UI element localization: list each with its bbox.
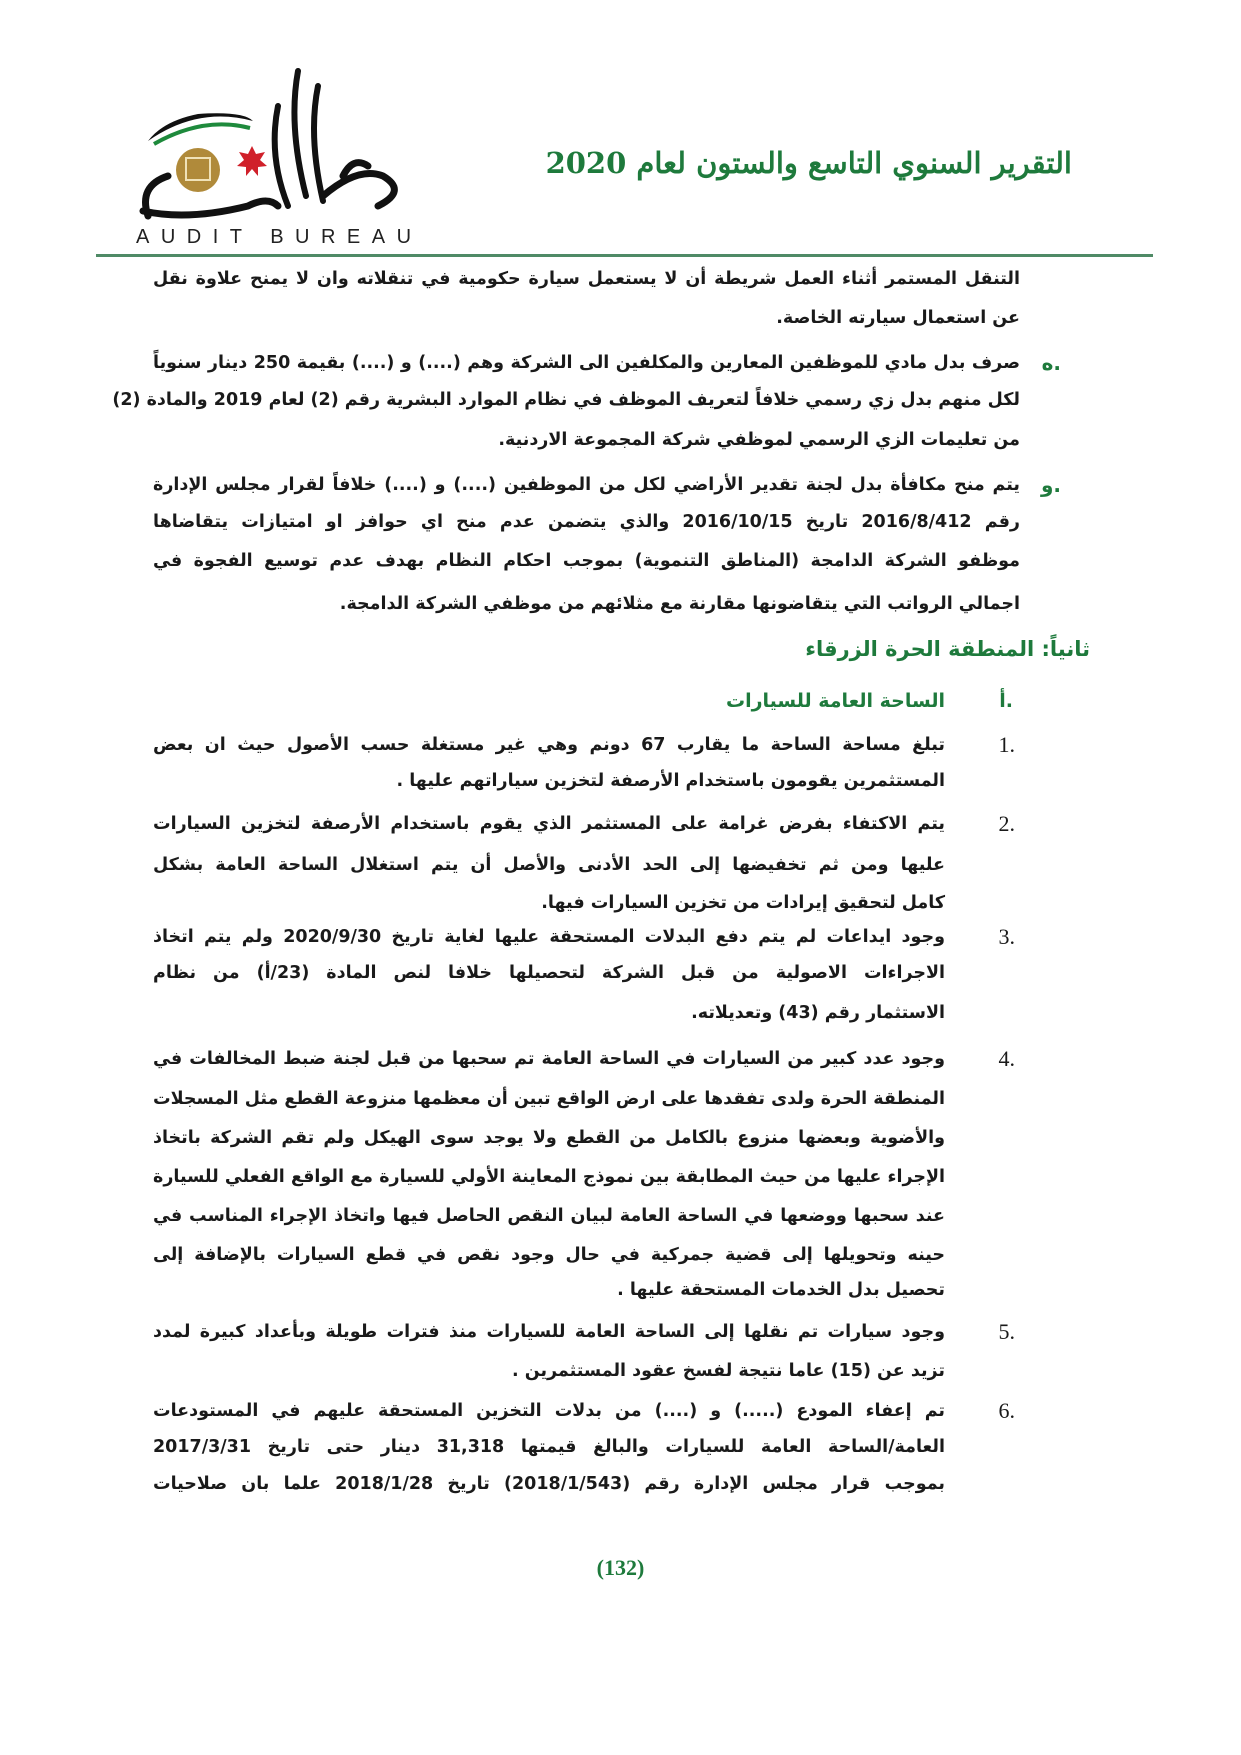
item-line: الإجراء عليها من حيث المطابقة بين نموذج المعاينة الأولي للسيارة مع الواقع الفعلي للسيارة — [153, 1167, 945, 1187]
item-line: عليها ومن ثم تخفيضها إلى الحد الأدنى والأصل أن يتم استغلال الساحة العامة بشكل — [153, 855, 945, 875]
page-number: (132) — [596, 1555, 645, 1580]
para-marker: ه. — [1041, 351, 1061, 375]
item-line: وجود ايداعات لم يتم دفع البدلات المستحقة عليها لغاية تاريخ 2020/9/30 ولم يتم اتخاذ — [153, 927, 945, 947]
para-marker: و. — [1040, 473, 1061, 497]
emblem-icon — [176, 148, 220, 192]
item-line: الاجراءات الاصولية من قبل الشركة لتحصيلها خلافا لنص المادة (23/أ) من نظام — [153, 963, 945, 983]
item-line: وجود عدد كبير من السيارات في الساحة العامة تم سحبها من قبل لجنة ضبط المخالفات في — [153, 1049, 945, 1069]
para-line: لكل منهم بدل زي رسمي خلافاً لتعريف الموظف في نظام الموارد البشرية رقم (2) لعام 2019 والمادة (2) — [112, 390, 1020, 410]
item-line: حينه وتحويلها إلى قضية جمركية في حال وجود نقص في قطع السيارات بالإضافة إلى — [153, 1245, 945, 1265]
item-number: 1. — [998, 732, 1015, 757]
item-line: عند سحبها ووضعها في الساحة العامة لبيان النقص الحاصل فيها واتخاذ الإجراء المناسب في — [153, 1206, 945, 1226]
item-line: يتم الاكتفاء بفرض غرامة على المستثمر الذي يقوم باستخدام الأرصفة لتخزين السيارات — [153, 814, 945, 834]
report-title: التقرير السنوي التاسع والستون لعام 2020 — [545, 146, 1072, 180]
para-line: موظفو الشركة الدامجة (المناطق التنموية) بموجب احكام النظام بهدف عدم توسيع الفجوة في — [153, 551, 1020, 571]
item-number: 6. — [998, 1398, 1015, 1423]
para-line: صرف بدل مادي للموظفين المعارين والمكلفين الى الشركة وهم (....) و (....) بقيمة 250 دينار سنوياً — [153, 353, 1020, 373]
para-line: اجمالي الرواتب التي يتقاضونها مقارنة مع مثلائهم من موظفي الشركة الدامجة. — [339, 594, 1020, 614]
para-line: يتم منح مكافأة بدل لجنة تقدير الأراضي لكل من الموظفين (....) و (....) خلافاً لقرار مجلس الإدارة — [153, 475, 1020, 495]
star-icon — [237, 146, 267, 176]
item-number: 2. — [998, 811, 1015, 836]
subsection-marker: أ. — [999, 690, 1013, 712]
item-line: المستثمرين يقومون باستخدام الأرصفة لتخزين سياراتهم عليها . — [396, 771, 945, 791]
item-line: كامل لتحقيق إيرادات من تخزين السيارات فيها. — [541, 893, 945, 913]
item-line: تزيد عن (15) عاما نتيجة لفسخ عقود المستثمرين . — [511, 1361, 945, 1381]
item-line: المنطقة الحرة ولدى تفقدها على ارض الواقع تبين أن معظمها منزوعة القطع مثل المسجلات — [153, 1089, 945, 1109]
item-number: 3. — [998, 924, 1015, 949]
intro-line: عن استعمال سيارته الخاصة. — [776, 308, 1020, 328]
section-heading: ثانياً: المنطقة الحرة الزرقاء — [805, 637, 1090, 661]
item-number: 4. — [998, 1046, 1015, 1071]
item-line: بموجب قرار مجلس الإدارة رقم (2018/1/543) تاريخ 2018/1/28 علما بان صلاحيات — [153, 1474, 945, 1494]
audit-bureau-logo — [128, 66, 423, 251]
item-number: 5. — [998, 1319, 1015, 1344]
item-line: وجود سيارات تم نقلها إلى الساحة العامة للسيارات منذ فترات طويلة وبأعداد كبيرة لمدد — [153, 1322, 945, 1342]
para-line: من تعليمات الزي الرسمي لموظفي شركة المجموعة الاردنية. — [498, 430, 1020, 450]
item-line: والأضوية وبعضها منزوع بالكامل من القطع ولا يوجد سوى الهيكل ولم تقم الشركة باتخاذ — [153, 1128, 945, 1148]
item-line: تم إعفاء المودع (.....) و (....) من بدلات التخزين المستحقة عليهم في المستودعات — [153, 1401, 945, 1421]
item-line: العامة/الساحة العامة للسيارات والبالغ قيمتها 31,318 دينار حتى تاريخ 2017/3/31 — [153, 1437, 945, 1457]
item-line: تحصيل بدل الخدمات المستحقة عليها . — [617, 1280, 945, 1300]
logo-english-text: AUDIT BUREAU — [136, 226, 423, 248]
para-line: رقم 2016/8/412 تاريخ 2016/10/15 والذي يتضمن عدم منح اي حوافز او امتيازات يتقاضاها — [153, 512, 1020, 532]
subsection-heading: الساحة العامة للسيارات — [725, 690, 945, 712]
header-divider — [96, 254, 1153, 257]
item-line: تبلغ مساحة الساحة ما يقارب 67 دونم وهي غير مستغلة حسب الأصول حيث ان بعض — [153, 735, 945, 755]
intro-line: التنقل المستمر أثناء العمل شريطة أن لا يستعمل سيارة حكومية في تنقلاته وان لا يمنح علاوة نقل — [153, 269, 1020, 289]
item-line: الاستثمار رقم (43) وتعديلاته. — [691, 1003, 945, 1023]
